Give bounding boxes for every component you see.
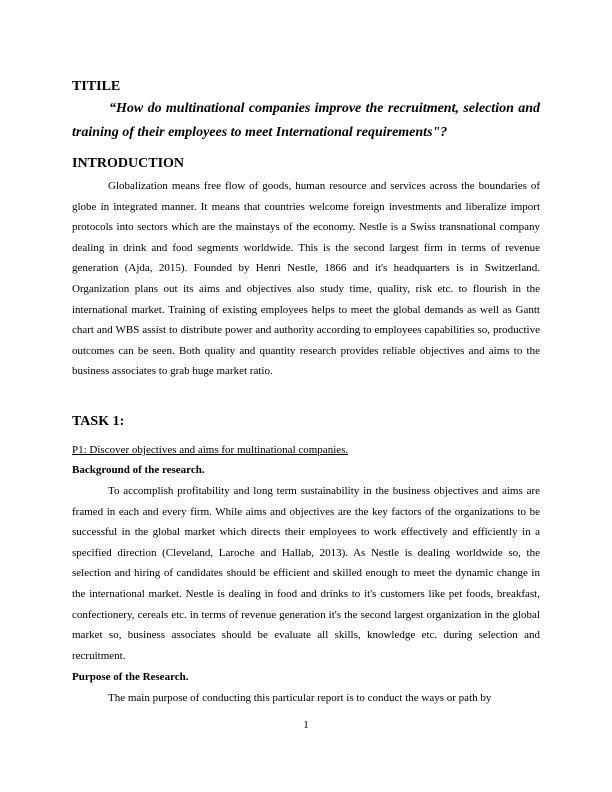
- purpose-paragraph: The main purpose of conducting this particular report is to conduct the ways or path by: [108, 692, 492, 704]
- research-question: “How do multinational companies improve the recruitment, selection and training of their employees to meet International requirements"?: [72, 101, 540, 140]
- p1-heading: P1: Discover objectives and aims for multinational companies.: [72, 444, 349, 456]
- introduction-paragraph: Globalization means free flow of goods, human resource and services across the boundaries of globe in integrated manner. It means that countries welcome foreign investments and liberalize import protocols into sectors which are the mainstays of the economy. Nestle is a Swiss transnational company dealing in drink and food segments worldwide. This is the second largest firm in terms of revenue generation (Ajda, 2015). Founded by Henri Nestle, 1866 and it's headquarters is in Switzerland. Organization plans out its aims and objectives also study time, quality, risk etc. to flourish in the international market. Training of existing employees helps to meet the global demands as well as Gantt chart and WBS assist to distribute power and authority according to employees capabilities so, productive outcomes can be seen. Both quality and quantity research provides reliable objectives and aims to the business associates to grab huge market ratio.: [72, 180, 540, 378]
- page-number: 1: [303, 719, 309, 731]
- background-paragraph: To accomplish profitability and long term sustainability in the business objectives and aims are framed in each and every firm. While aims and objectives are the key factors of the organizations to be successful in the global market which directs their employees to work effectively and efficiently in a specified direction (Cleveland, Laroche and Hallab, 2013). As Nestle is dealing worldwide so, the selection and hiring of candidates should be efficient and skilled enough to meet the dynamic change in the international market. Nestle is dealing in food and drinks to it's customers like pet foods, breakfast, confectionery, cereals etc. in terms of revenue generation it's the second largest organization in the global market so, business associates should be evaluate all skills, knowledge etc. during selection and recruitment.: [72, 485, 540, 662]
- purpose-heading: Purpose of the Research.: [72, 671, 189, 683]
- task-heading: TASK 1:: [72, 414, 125, 429]
- title-heading: TITILE: [72, 79, 121, 94]
- background-heading: Background of the research.: [72, 464, 205, 476]
- introduction-heading: INTRODUCTION: [72, 156, 185, 171]
